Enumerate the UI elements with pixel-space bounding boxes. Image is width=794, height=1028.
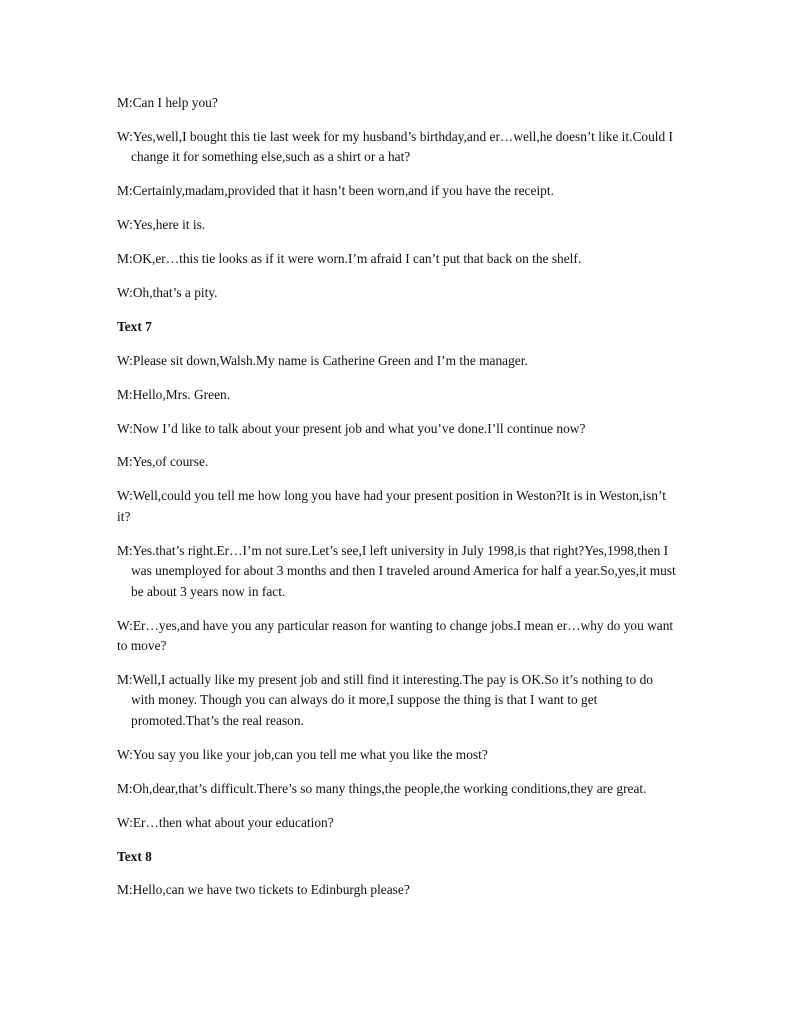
dialogue-line: W:Well,could you tell me how long you have had your present position in Weston?It is in Weston,isn’t it? <box>117 488 666 524</box>
dialogue-line: W:Er…yes,and have you any particular reason for wanting to change jobs.I mean er…why do you want to move? <box>117 617 674 654</box>
transcript-body <box>117 93 677 914</box>
dialogue-line: M:Hello,Mrs. Green. <box>117 386 231 402</box>
section-heading: Text 8 <box>117 848 152 864</box>
dialogue-line: M:Yes,of course. <box>117 454 209 470</box>
dialogue-line: M:Well,I actually like my present job and still find it interesting.The pay is OK.So it’s nothing to do with money. Though you can always do it more,I suppose the thing is that I want to get promoted.That’s the real reason. <box>117 671 653 728</box>
dialogue-line: M:Can I help you? <box>117 95 218 110</box>
dialogue-line: W:Yes,here it is. <box>117 217 206 233</box>
dialogue-line: M:Yes.that’s right.Er…I’m not sure.Let’s see,I left university in July 1998,is that right?Yes,1998,then I was unemployed for about 3 months and then I traveled around America for half a year.So,yes,it must be about 3 years now in fact. <box>117 542 676 599</box>
dialogue-line: W:Oh,that’s a pity. <box>117 284 218 300</box>
dialogue-line: M:Oh,dear,that’s difficult.There’s so many things,the people,the working conditions,they are great. <box>117 780 647 796</box>
dialogue-line: W:Er…then what about your education? <box>117 814 334 830</box>
dialogue-line: W:Please sit down,Walsh.My name is Catherine Green and I’m the manager. <box>117 352 528 368</box>
section-heading: Text 7 <box>117 318 152 334</box>
dialogue-line: W:Now I’d like to talk about your present job and what you’ve done.I’ll continue now? <box>117 420 586 436</box>
dialogue-line: M:Certainly,madam,provided that it hasn’t been worn,and if you have the receipt. <box>117 183 554 199</box>
dialogue-line: M:Hello,can we have two tickets to Edinburgh please? <box>117 882 410 898</box>
dialogue-line: W:You say you like your job,can you tell me what you like the most? <box>117 746 488 762</box>
dialogue-line: M:OK,er…this tie looks as if it were worn.I’m afraid I can’t put that back on the shelf. <box>117 251 582 267</box>
dialogue-line: W:Yes,well,I bought this tie last week for my husband’s birthday,and er…well,he doesn’t like it.Could I change it for something else,such as a shirt or a hat? <box>117 128 673 165</box>
